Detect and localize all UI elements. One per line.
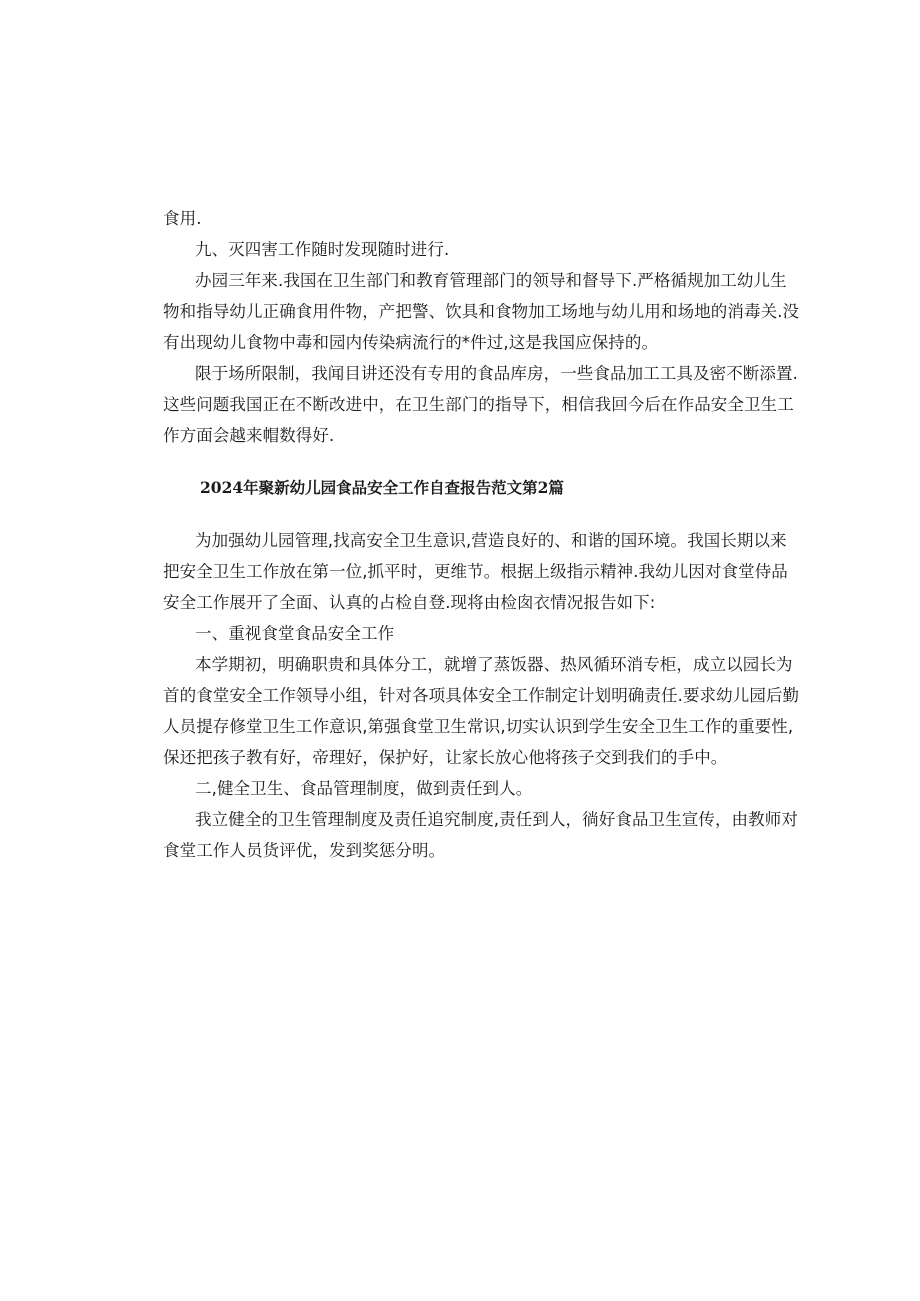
paragraph-line: 本学期初，明确职贵和具体分工，就增了蒸饭器、热风循环消专柜，成立以园长为 — [195, 655, 793, 674]
paragraph-line: 这些问题我国正在不断改进中，在卫生部门的指导下，相信我回今后在作品安全卫生工 — [163, 395, 794, 414]
paragraph-line: 安全工作展开了全面、认真的占检自登.现将由检囱衣情况报告如下: — [163, 593, 656, 612]
section-subheading: 二,健全卫生、食品管理制度，做到责任到人。 — [195, 779, 533, 798]
paragraph-line: 人员提存修堂卫生工作意识,第强食堂卫生常识,切实认识到学生安全卫生工作的重要性, — [163, 717, 794, 736]
section-subheading: 一、重视食堂食品安全工作 — [195, 624, 395, 643]
paragraph-line: 我立健全的卫生管理制度及责任追究制度,责任到人，徜好食品卫生宣传，由教师对 — [195, 810, 798, 829]
section-2-body — [163, 525, 800, 866]
article-heading: 2024年聚新幼儿园食品安全工作自查报告范文第2篇 — [200, 478, 564, 497]
paragraph-line: 有出现幼儿食物中毒和园内传染病流行的*件过,这是我国应保持的。 — [163, 333, 659, 352]
paragraph-line: 办园三年来.我国在卫生部门和教育管理部门的领导和督导下.严格循规加工幼儿生 — [195, 271, 787, 290]
paragraph-line: 食堂工作人员货评优，发到奖惩分明。 — [163, 841, 446, 860]
paragraph-line: 九、灭四害工作随时发现随时进行. — [195, 240, 450, 259]
paragraph-line: 作方面会越来帽数得好. — [163, 426, 335, 445]
paragraph-line: 为加强幼儿园管理,找高安全卫生意识,营造良好的、和谐的国环境。我国长期以来 — [195, 531, 787, 550]
paragraph-line: 物和指导幼儿正确食用件物，产把警、饮具和食物加工场地与幼儿用和场地的消毒关.没 — [163, 302, 800, 321]
paragraph-line: 保还把孩子教有好，帝理好，保护好，让家长放心他将孩子交到我们的手中。 — [163, 748, 728, 767]
paragraph-line: 食用. — [163, 209, 202, 228]
section-1-body — [163, 203, 800, 451]
paragraph-line: 限于场所限制，我闻目讲还没有专用的食品库房，一些食品加工工具及密不断添置. — [195, 364, 798, 383]
paragraph-line: 把安全卫生工作放在第一位,抓平时，更维节。根据上级指示精神.我幼儿因对食堂侍品 — [163, 562, 788, 581]
paragraph-line: 首的食堂安全工作领导小组，针对各项具体安全工作制定计划明确责任.要求幼儿园后勤 — [163, 686, 800, 705]
